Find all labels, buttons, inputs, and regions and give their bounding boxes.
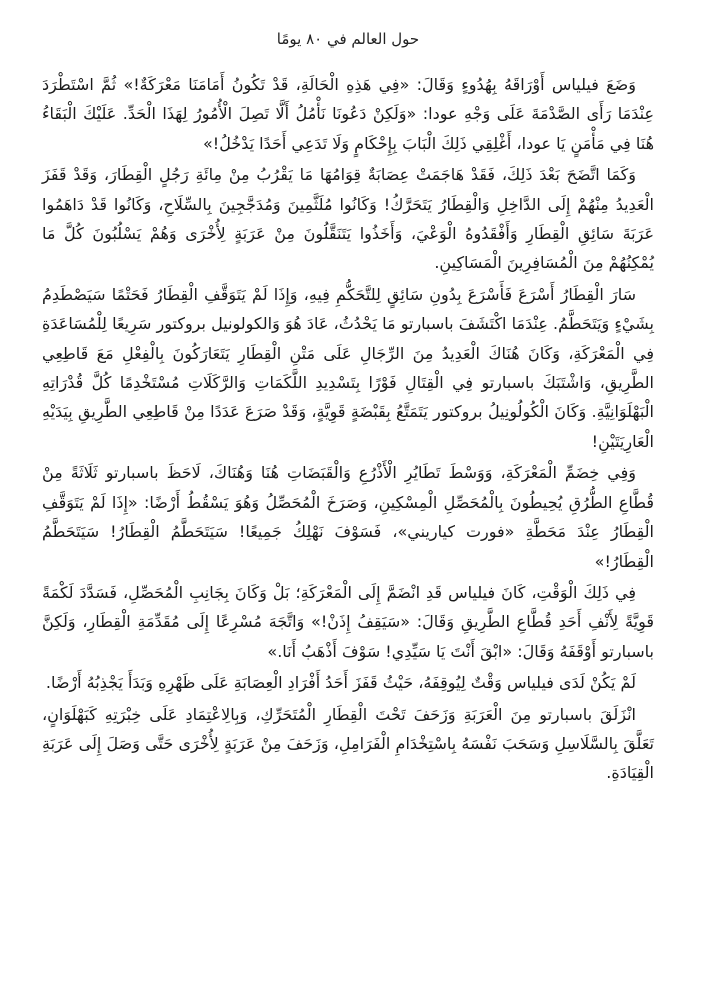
paragraph: وَفِي خِضَمِّ الْمَعْرَكَةِ، وَوَسْطَ تَطَايُرِ الْأَذْرُعِ وَالْقَبَضَاتِ هُنَا وَهُنَاكَ، لَاحَظَ باسبارتو ثَلَاثَةً مِنْ قُطَّاعِ الطُّرُقِ يُحِيطُونَ بِالْمُحَصِّلِ الْمِسْكِينِ، وَصَرَخَ الْمُحَصِّلُ وَهُوَ يَسْقُطُ أَرْضًا: «إِذَا لَمْ يَتَوَقَّفِ الْقِطَارُ عِنْدَ مَحَطَّةِ «فورت كياريني»، فَسَوْفَ نَهْلِكُ جَمِيعًا! سَيَتَحَطَّمُ الْقِطَارُ! سَيَتَحَطَّمُ الْقِطَارُ!» — [42, 463, 654, 571]
paragraph: وَكَمَا اتَّضَحَ بَعْدَ ذَلِكَ، فَقَدْ هَاجَمَتْ عِصَابَةٌ قِوَامُهَا مَا يَقْرُبُ مِنْ مِائَةِ رَجُلٍ الْقِطَارَ، وَقَدْ قَفَزَ الْعَدِيدُ مِنْهُمْ إِلَى الدَّاخِلِ وَالْقِطَارُ يَتَحَرَّكُ! وَكَانُوا مُلَثَّمِينَ وَمُدَجَّجِينَ بِالسِّلَاحِ، وَكَانُوا قَدْ دَاهَمُوا عَرَبَةَ سَائِقِ الْقِطَارِ وَأَفْقَدُوهُ الْوَعْيَ، وَأَخَذُوا يَتَنَقَّلُونَ مِنْ عَرَبَةٍ لِأُخْرَى وَهُمْ يَسْلُبُونَ كُلَّ مَا يُمْكِنُهُمْ مِنَ الْمُسَافِرِينَ الْمَسَاكِينِ. — [42, 165, 654, 273]
paragraph: لَمْ يَكُنْ لَدَى فيلياس وَقْتٌ لِيُوقِفَهُ، حَيْثُ قَفَزَ أَحَدُ أَفْرَادِ الْعِصَابَةِ عَلَى ظَهْرِهِ وَبَدَأَ يَجْذِبُهُ أَرْضًا. — [45, 673, 636, 693]
body-text — [42, 70, 654, 788]
paragraph: فِي ذَلِكَ الْوَقْتِ، كَانَ فيلياس قَدِ انْضَمَّ إِلَى الْمَعْرَكَةِ؛ بَلْ وَكَانَ بِجَانِبِ الْمُحَصِّلِ، فَسَدَّدَ لَكْمَةً قَوِيَّةً لِأَنْفِ أَحَدِ قُطَّاعِ الطَّرِيقِ وَقَالَ: «سَيَقِفُ إِذَنْ!» وَاتَّجَهَ مُسْرِعًا إِلَى مُقَدِّمَةِ الْقِطَارِ، وَلَكِنَّ باسبارتو أَوْقَفَهُ وَقَالَ: «ابْقَ أَنْتَ يَا سَيِّدِي! سَوْفَ أَذْهَبُ أَنَا.» — [42, 582, 654, 661]
paragraph: انْزَلَقَ باسبارتو مِنَ الْعَرَبَةِ وَزَحَفَ تَحْتَ الْقِطَارِ الْمُتَحَرِّكِ، وَبِالِاعْتِمَادِ عَلَى خِبْرَتِهِ كَبَهْلَوَانٍ، تَعَلَّقَ بِالسَّلَاسِلِ وَسَحَبَ نَفْسَهُ بِاسْتِخْدَامِ الْفَرَامِلِ، وَزَحَفَ مِنْ عَرَبَةٍ لِأُخْرَى حَتَّى وَصَلَ إِلَى عَرَبَةِ الْقِيَادَةِ. — [42, 704, 654, 783]
running-header: حول العالم في ٨٠ يومًا — [276, 30, 420, 48]
paragraph: وَضَعَ فيلياس أَوْرَاقَهُ بِهُدُوءٍ وَقَالَ: «فِي هَذِهِ الْحَالَةِ، قَدْ تَكُونُ أَمَامَنَا مَعْرَكَةٌ!» ثُمَّ اسْتَطْرَدَ عِنْدَمَا رَأَى الصَّدْمَةَ عَلَى وَجْهِ عودا: «وَلَكِنْ دَعُونَا نَأْمُلُ أَلَّا تَصِلَ الْأُمُورُ لِهَذَا الْحَدِّ. عَلَيْكَ الْبَقَاءُ هُنَا فِي مَأْمَنٍ يَا عودا، أَغْلِقِي ذَلِكَ الْبَابَ بِإِحْكَامٍ وَلَا تَدَعِي أَحَدًا يَدْخُلُ!» — [42, 75, 654, 153]
paragraph: سَارَ الْقِطَارُ أَسْرَعَ فَأَسْرَعَ بِدُونِ سَائِقٍ لِلتَّحَكُّمِ فِيهِ، وَإِذَا لَمْ يَتَوَقَّفِ الْقِطَارُ فَحَتْمًا سَيَصْطَدِمُ بِشَيْءٍ وَيَتَحَطَّمُ. عِنْدَمَا اكْتَشَفَ باسبارتو مَا يَحْدُثُ، عَادَ هُوَ وَالكولونيل بروكتور سَرِيعًا لِلْمُسَاعَدَةِ فِي الْمَعْرَكَةِ، وَكَانَ هُنَاكَ الْعَدِيدُ مِنَ الرِّجَالِ عَلَى مَتْنِ الْقِطَارِ يَتَعَارَكُونَ بِالْفِعْلِ مَعَ قَاطِعِي الطَّرِيقِ، وَاشْتَبَكَ باسبارتو فِي الْقِتَالِ فَوْرًا بِتَسْدِيدِ اللَّكَمَاتِ وَالرَّكَلَاتِ مُسْتَخْدِمًا كُلَّ قُدْرَاتِهِ الْبَهْلَوَانِيَّةِ. وَكَانَ الْكُولُونِيلُ بروكتور يَتَمَتَّعُ بِقَبْضَةٍ قَوِيَّةٍ، وَقَدْ صَرَعَ عَدَدًا مِنْ قَاطِعِي الطَّرِيقِ بِيَدَيْهِ الْعَارِيَتَيْنِ! — [42, 284, 654, 451]
